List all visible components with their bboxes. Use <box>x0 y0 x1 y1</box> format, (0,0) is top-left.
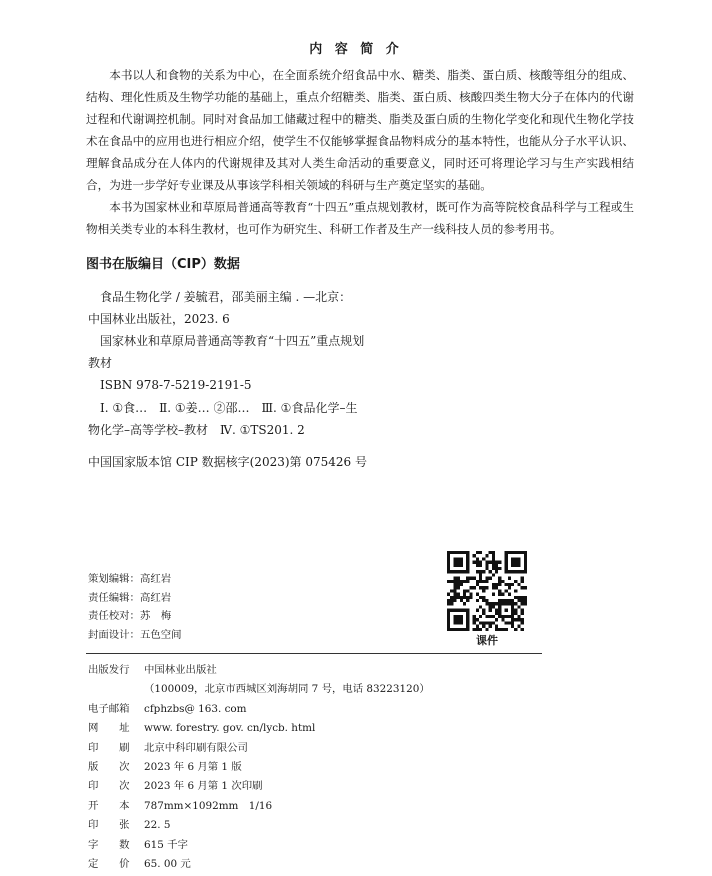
pub-row <box>88 661 430 680</box>
summary-body <box>86 64 634 240</box>
staff-row <box>88 570 182 589</box>
pub-label: 电子邮箱 <box>88 702 130 715</box>
pub-row <box>88 680 430 699</box>
staff-label: 责任编辑： <box>88 591 140 604</box>
summary-paragraph: 本书以人和食物的关系为中心，在全面系统介绍食品中水、糖类、脂类、蛋白质、核酸等组分的组成、结构、理化性质及生物学功能的基础上，重点介绍糖类、脂类、蛋白质、核酸四类生物大分子在体内的代谢过程和代谢调控机制。同时对食品加工储藏过程中的糖类、脂类及蛋白质的生物化学变化和现代生物化学技术在食品中的应用也进行相应介绍，使学生不仅能够掌握食品物料成分的基本特性，也能从分子水平认识、理解食品成分在人体内的代谢规律及其对人类生命活动的重要意义，同时还可将理论学习与生产实践相结合，为进一步学好专业课及从事该学科相关领域的科研与生产奠定坚实的基础。 <box>86 68 634 192</box>
pub-row <box>88 797 430 816</box>
staff-label: 策划编辑： <box>88 573 140 585</box>
staff-value: 高红岩 <box>139 591 172 604</box>
pub-label: 字 数 <box>88 838 130 851</box>
qr-caption: 课件 <box>476 634 498 647</box>
cip-isbn: ISBN 978-7-5219-2191-5 <box>100 378 252 392</box>
pub-website: www. forestry. gov. cn/lycb. html <box>144 722 316 735</box>
cip-line: 物化学–高等学校–教材 Ⅳ. ①TS201. 2 <box>88 423 305 437</box>
staff-row <box>88 626 182 645</box>
pub-row <box>88 855 430 874</box>
pub-label: 印 刷 <box>88 741 130 754</box>
cip-line: 食品生物化学 / 姜毓君，邵美丽主编 . —北京： <box>100 290 352 304</box>
staff-row <box>88 589 182 608</box>
pub-label: 版 次 <box>88 761 130 774</box>
pub-value: 中国林业出版社 <box>144 664 217 676</box>
staff-row <box>88 607 182 626</box>
pub-row <box>88 700 430 719</box>
pub-label: 出版发行 <box>88 664 130 676</box>
pub-row <box>88 758 430 777</box>
pub-label: 印 张 <box>88 819 130 832</box>
staff-value: 苏 梅 <box>139 610 172 622</box>
pub-row <box>88 739 430 758</box>
pub-row <box>88 836 430 855</box>
pub-value: 北京中科印刷有限公司 <box>144 741 248 754</box>
cip-record <box>88 286 418 396</box>
pub-label: 印 次 <box>88 780 130 793</box>
cip-classification <box>88 397 418 441</box>
staff-value: 五色空间 <box>139 628 182 641</box>
pub-label: 开 本 <box>88 799 130 812</box>
cip-line: 教材 <box>88 356 113 370</box>
publication-info <box>88 661 430 874</box>
pub-address: （100009，北京市西城区刘海胡同 7 号，电话 83223120） <box>144 683 430 696</box>
cip-line: 中国林业出版社，2023. 6 <box>88 312 230 326</box>
pub-value: 2023 年 6 月第 1 版 <box>144 761 242 774</box>
qr-code-icon[interactable] <box>447 551 527 631</box>
pub-label: 定 价 <box>88 858 130 871</box>
pub-value: 2023 年 6 月第 1 次印刷 <box>144 780 263 793</box>
summary-paragraph: 本书为国家林业和草原局普通高等教育“十四五”重点规划教材，既可作为高等院校食品科学与工程或生物相关类专业的本科生教材，也可作为研究生、科研工作者及生产一线科技人员的参考用书。 <box>86 200 634 236</box>
staff-label: 责任校对： <box>88 610 140 622</box>
staff-label: 封面设计： <box>88 628 140 641</box>
cip-number <box>88 451 418 473</box>
pub-row <box>88 816 430 835</box>
pub-value: 615 千字 <box>144 838 188 851</box>
pub-label: 网 址 <box>88 722 130 735</box>
cip-line: Ⅰ. ①食… Ⅱ. ①姜… ②邵… Ⅲ. ①食品化学–生 <box>100 401 358 415</box>
pub-value: 787mm×1092mm 1/16 <box>144 799 273 812</box>
pub-row <box>88 777 430 796</box>
pub-value: 22. 5 <box>144 819 171 832</box>
summary-title: 内 容 简 介 <box>309 42 403 57</box>
pub-row <box>88 719 430 738</box>
staff-list <box>88 570 182 644</box>
cip-title: 图书在版编目（CIP）数据 <box>86 257 240 272</box>
staff-value: 高红岩 <box>139 573 172 585</box>
pub-value: 65. 00 元 <box>144 858 191 871</box>
cip-line: 国家林业和草原局普通高等教育“十四五”重点规划 <box>100 334 365 348</box>
pub-value: cfphzbs@ 163. com <box>144 702 247 715</box>
divider <box>86 653 542 654</box>
cip-line: 中国国家版本馆 CIP 数据核字(2023)第 075426 号 <box>88 455 367 469</box>
